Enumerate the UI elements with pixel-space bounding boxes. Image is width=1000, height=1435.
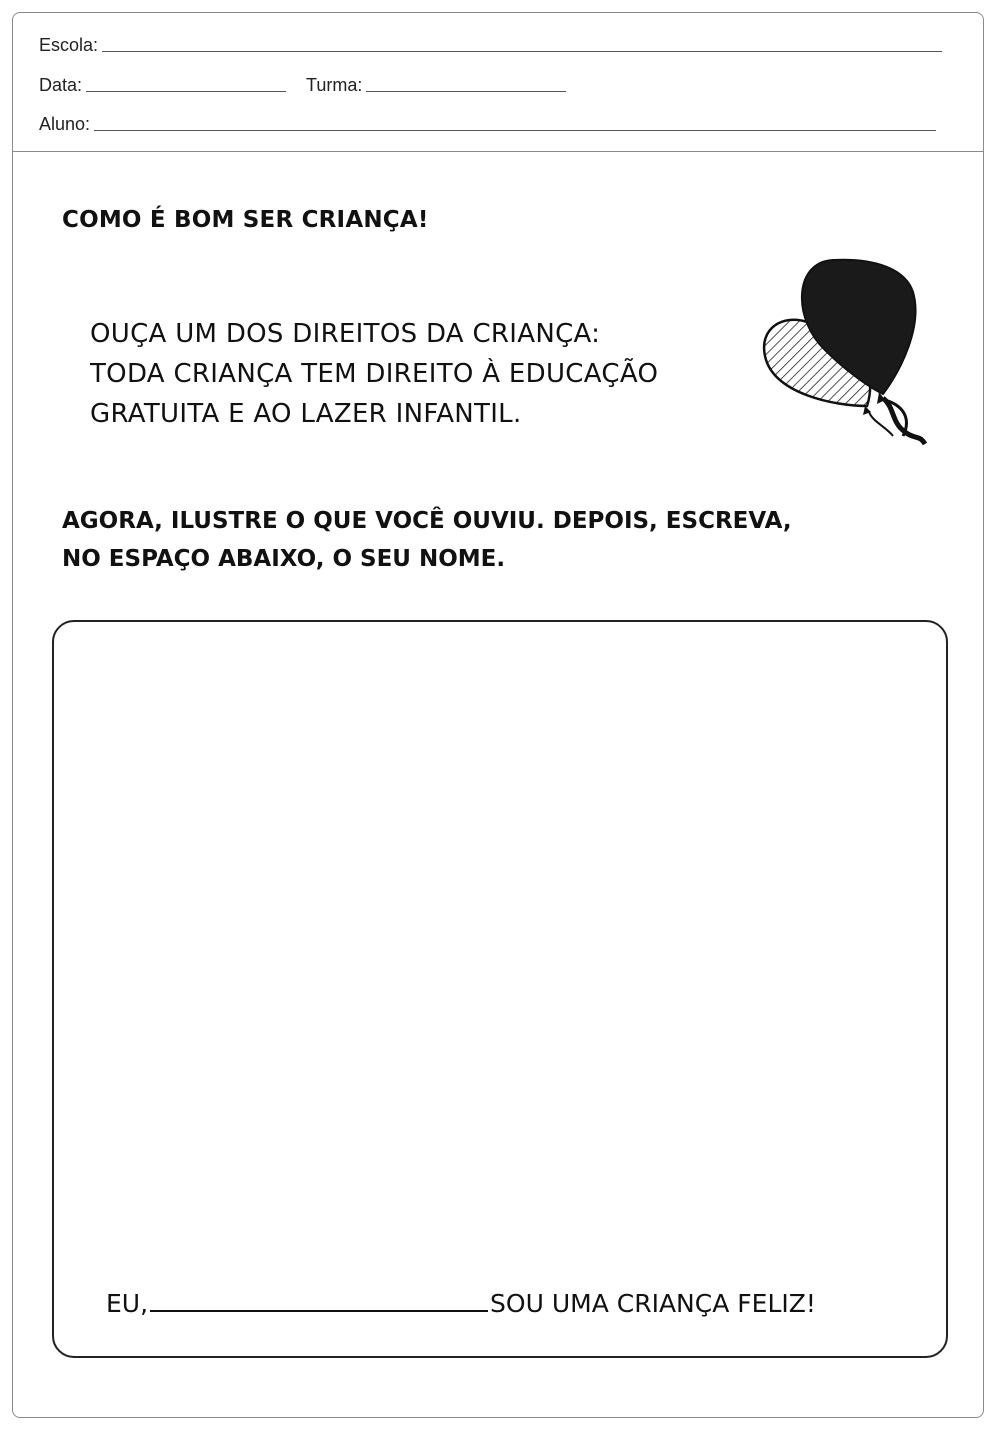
intro-line: OUÇA UM DOS DIREITOS DA CRIANÇA:	[90, 319, 601, 349]
name-blank-field[interactable]	[150, 1310, 488, 1312]
school-label: Escola:	[39, 35, 99, 55]
drawing-area[interactable]	[52, 620, 948, 1358]
class-field[interactable]	[366, 91, 566, 92]
school-field[interactable]	[102, 51, 942, 52]
class-label: Turma:	[306, 75, 363, 95]
student-label: Aluno:	[39, 114, 91, 134]
student-field[interactable]	[94, 130, 936, 131]
intro-line: TODA CRIANÇA TEM DIREITO À EDUCAÇÃO	[90, 359, 659, 389]
instruction-line: NO ESPAÇO ABAIXO, O SEU NOME.	[62, 546, 506, 572]
date-class-row	[39, 75, 566, 96]
date-label: Data:	[39, 75, 83, 95]
worksheet-title: COMO É BOM SER CRIANÇA!	[62, 207, 429, 233]
intro-text	[90, 314, 658, 434]
intro-line: GRATUITA E AO LAZER INFANTIL.	[90, 399, 522, 429]
school-row	[39, 35, 942, 56]
date-field[interactable]	[86, 91, 286, 92]
footer-suffix: SOU UMA CRIANÇA FELIZ!	[490, 1289, 816, 1318]
name-sentence	[106, 1289, 816, 1318]
footer-prefix: EU,	[106, 1289, 149, 1318]
header-section	[13, 13, 983, 152]
student-row	[39, 114, 936, 135]
instruction-text	[62, 502, 792, 578]
instruction-line: AGORA, ILUSTRE O QUE VOCÊ OUVIU. DEPOIS, ESCREVA,	[62, 508, 792, 534]
balloons-icon	[755, 256, 935, 456]
